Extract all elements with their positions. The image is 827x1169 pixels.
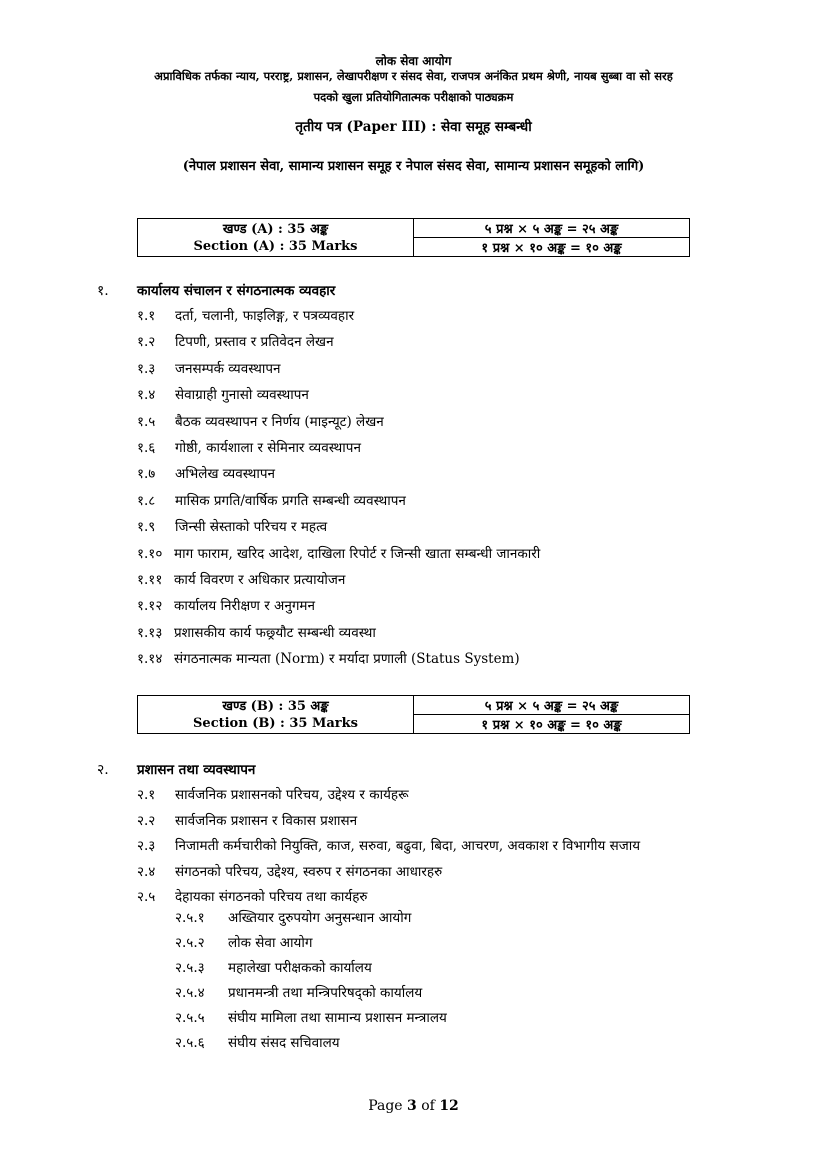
- syllabus-subitem-text: लोक सेवा आयोग: [228, 935, 313, 951]
- section-2-title: प्रशासन तथा व्यवस्थापन: [137, 762, 256, 778]
- syllabus-item-text: बैठक व्यवस्थापन र निर्णय (माइन्यूट) लेखन: [175, 413, 384, 430]
- syllabus-item-number: २.१: [137, 787, 156, 803]
- syllabus-item-number: १.१०: [137, 545, 163, 562]
- section-a-label-english: Section (A) : 35 Marks: [138, 238, 414, 257]
- paper-title: तृतीय पत्र (Paper III) : सेवा समूह सम्बन्धी: [295, 119, 532, 135]
- syllabus-item-number: १.११: [137, 572, 163, 588]
- syllabus-subitem-text: संघीय संसद सचिवालय: [228, 1035, 340, 1051]
- section-a-label-nepali: खण्ड (A) : 35 अङ्क: [138, 219, 414, 238]
- footer-page-number: 3: [407, 1098, 417, 1114]
- paper-subtitle: (नेपाल प्रशासन सेवा, सामान्य प्रशासन समूह र नेपाल संसद सेवा, सामान्य प्रशासन समूहको लागि): [182, 159, 645, 174]
- syllabus-item-number: १.५: [137, 413, 156, 430]
- syllabus-item-text: कार्य विवरण र अधिकार प्रत्यायोजन: [174, 572, 346, 588]
- footer-prefix: Page: [368, 1098, 408, 1114]
- syllabus-item-text: टिपणी, प्रस्ताव र प्रतिवेदन लेखन: [175, 334, 334, 351]
- syllabus-item-number: २.३: [137, 838, 156, 854]
- syllabus-subitem-number: २.५.६: [175, 1035, 205, 1051]
- syllabus-item-text: मासिक प्रगति/वार्षिक प्रगति सम्बन्धी व्यवस्थापन: [175, 492, 406, 509]
- syllabus-item-number: २.२: [137, 812, 156, 829]
- syllabus-subitem-number: २.५.२: [175, 935, 205, 951]
- syllabus-subitem-number: २.५.५: [175, 1010, 205, 1026]
- section-b-marks-table: [137, 695, 690, 734]
- syllabus-subitem-number: २.५.३: [175, 960, 205, 976]
- syllabus-subitem-number: २.५.४: [175, 985, 205, 1001]
- header-service-line: अप्राविधिक तर्फका न्याय, परराष्ट्र, प्रशासन, लेखापरीक्षण र संसद सेवा, राजपत्र अनंकित प्रथम श्रेणी, नायब सुब्बा वा सो सरह: [154, 69, 673, 83]
- syllabus-item-text: सार्वजनिक प्रशासनको परिचय, उद्देश्य र कार्यहरू: [175, 787, 409, 803]
- footer-middle: of: [416, 1098, 440, 1114]
- syllabus-item-text: जनसम्पर्क व्यवस्थापन: [175, 360, 281, 377]
- footer-total-pages: 12: [439, 1098, 459, 1114]
- syllabus-item-number: १.३: [137, 360, 156, 377]
- syllabus-item-number: १.७: [137, 466, 156, 483]
- syllabus-item-number: १.१४: [137, 651, 163, 668]
- syllabus-subitem-text: संघीय मामिला तथा सामान्य प्रशासन मन्त्रालय: [228, 1010, 447, 1026]
- page-footer: [0, 1098, 827, 1114]
- section-a-marks-table: [137, 218, 690, 257]
- syllabus-item-text: सेवाग्राही गुनासो व्यवस्थापन: [175, 387, 309, 404]
- syllabus-item-number: १.६: [137, 440, 156, 456]
- syllabus-item-text: दर्ता, चलानी, फाइलिङ्ग, र पत्रव्यवहार: [175, 308, 355, 324]
- syllabus-subitem-number: २.५.१: [175, 910, 205, 926]
- syllabus-item-text: संगठनात्मक मान्यता (Norm) र मर्यादा प्रणाली (Status System): [174, 651, 520, 668]
- syllabus-item-text: प्रशासकीय कार्य फछ्र्यौट सम्बन्धी व्यवस्था: [174, 624, 376, 641]
- section-1-number: १.: [97, 283, 109, 299]
- syllabus-subitem-text: महालेखा परीक्षकको कार्यालय: [228, 960, 372, 976]
- syllabus-subitem-text: अख्तियार दुरुपयोग अनुसन्धान आयोग: [228, 910, 412, 926]
- syllabus-item-text: सार्वजनिक प्रशासन र विकास प्रशासन: [175, 812, 358, 829]
- section-b-long-questions: १ प्रश्न × १० अङ्क = १० अङ्क: [414, 715, 690, 734]
- syllabus-item-text: जिन्सी स्रेस्ताको परिचय र महत्व: [175, 519, 328, 536]
- syllabus-item-number: १.८: [137, 492, 156, 509]
- syllabus-item-number: १.४: [137, 387, 156, 404]
- header-exam-line: पदको खुला प्रतियोगितात्मक परीक्षाको पाठ्यक्रम: [313, 90, 514, 104]
- syllabus-item-text: निजामती कर्मचारीको नियुक्ति, काज, सरुवा, बढुवा, बिदा, आचरण, अवकाश र विभागीय सजाय: [175, 838, 641, 854]
- syllabus-item-text: कार्यालय निरीक्षण र अनुगमन: [174, 598, 315, 615]
- syllabus-item-number: १.१२: [137, 598, 163, 615]
- syllabus-item-number: १.९: [137, 519, 156, 536]
- syllabus-item-number: २.५: [137, 889, 156, 905]
- section-a-long-questions: १ प्रश्न × १० अङ्क = १० अङ्क: [414, 238, 690, 257]
- section-a-short-questions: ५ प्रश्न × ५ अङ्क = २५ अङ्क: [414, 219, 690, 238]
- section-2-number: २.: [97, 762, 109, 778]
- syllabus-item-text: गोष्ठी, कार्यशाला र सेमिनार व्यवस्थापन: [175, 440, 361, 456]
- syllabus-item-number: २.४: [137, 863, 156, 880]
- section-b-label-nepali: खण्ड (B) : 35 अङ्क: [138, 696, 414, 715]
- section-b-short-questions: ५ प्रश्न × ५ अङ्क = २५ अङ्क: [414, 696, 690, 715]
- section-1-title: कार्यालय संचालन र संगठनात्मक व्यवहार: [137, 283, 336, 299]
- syllabus-item-text: संगठनको परिचय, उद्देश्य, स्वरुप र संगठनका आधारहरु: [175, 863, 443, 880]
- syllabus-item-number: १.१: [137, 308, 156, 324]
- syllabus-subitem-text: प्रधानमन्त्री तथा मन्त्रिपरिषद्को कार्यालय: [228, 985, 423, 1001]
- syllabus-item-number: १.१३: [137, 624, 163, 641]
- header-organization: लोक सेवा आयोग: [375, 54, 452, 68]
- syllabus-item-number: १.२: [137, 334, 156, 351]
- syllabus-item-text: माग फाराम, खरिद आदेश, दाखिला रिपोर्ट र जिन्सी खाता सम्बन्धी जानकारी: [174, 545, 541, 562]
- syllabus-item-text: देहायका संगठनको परिचय तथा कार्यहरु: [175, 889, 368, 905]
- section-b-label-english: Section (B) : 35 Marks: [138, 715, 414, 734]
- syllabus-item-text: अभिलेख व्यवस्थापन: [175, 466, 276, 483]
